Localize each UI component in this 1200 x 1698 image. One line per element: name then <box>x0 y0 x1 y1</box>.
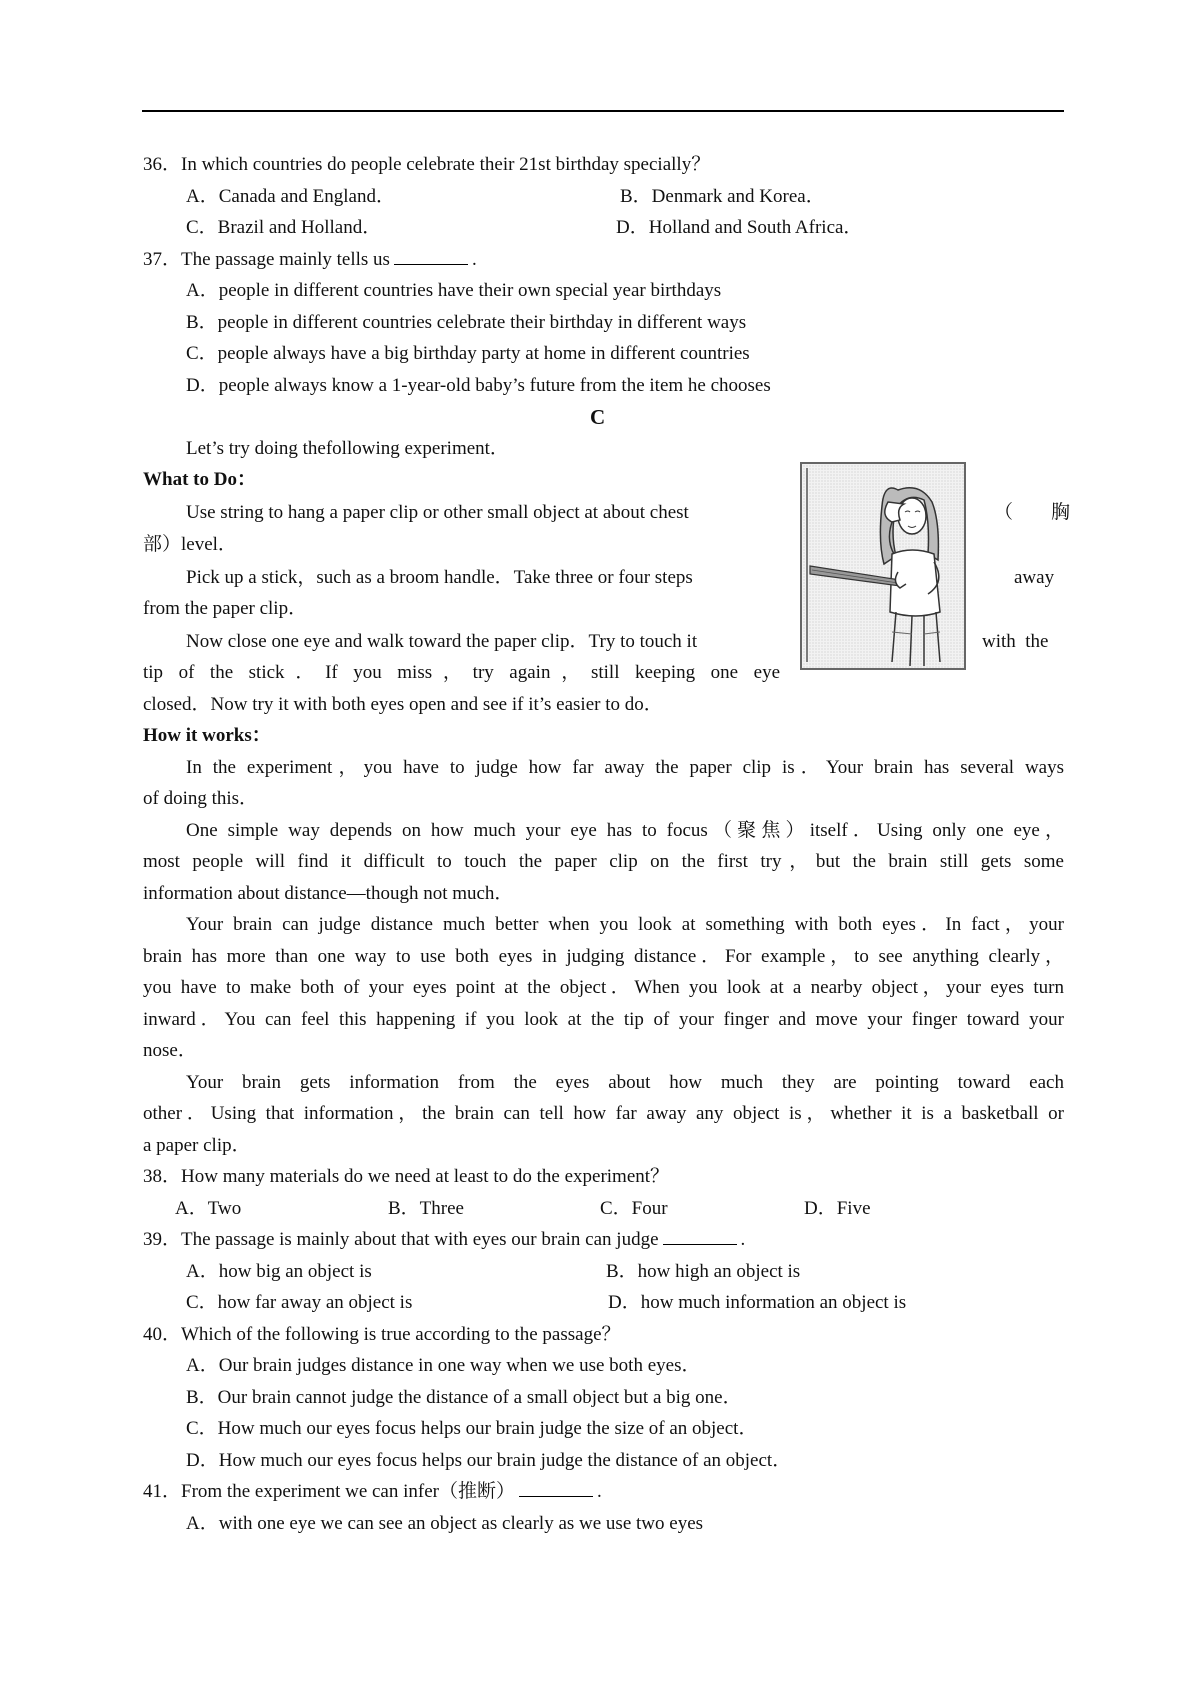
q39-stem-text: 39．The passage is mainly about that with eyes our brain can judge <box>143 1229 659 1250</box>
answer-blank <box>394 248 468 265</box>
para-5-line-3: information about distance—though not much． <box>143 883 514 904</box>
para-6-line-1: Your brain can judge distance much better when you look at something with both eyes．In fact，your <box>186 914 1064 935</box>
q37-option-d: D．people always know a 1-year-old baby’s future from the item he chooses <box>186 375 771 396</box>
para-6-line-4: inward．You can feel this happening if you look at the tip of your finger and move your finger toward your <box>143 1009 1064 1030</box>
q40-option-d: D．How much our eyes focus helps our brain judge the distance of an object． <box>186 1450 792 1471</box>
section-letter: C <box>590 405 606 429</box>
q37-stem-end: . <box>471 249 477 270</box>
para-7-line-3: a paper clip． <box>143 1135 251 1156</box>
q41-stem-end: . <box>597 1481 602 1502</box>
q38-option-a: A．Two <box>175 1198 242 1219</box>
step-1-line-1 <box>186 501 780 525</box>
answer-blank <box>663 1228 737 1245</box>
q39-stem <box>143 1228 745 1252</box>
q36-stem: 36．In which countries do people celebrate their 21st birthday specially？ <box>143 154 711 175</box>
step-3-line-3: closed．Now try it with both eyes open and see if it’s easier to do． <box>143 694 663 715</box>
q41-option-a: A．with one eye we can see an object as clearly as we use two eyes <box>186 1513 704 1534</box>
q41-stem-text: 41．From the experiment we can infer（推断） <box>143 1481 515 1502</box>
header-rule <box>142 110 1064 112</box>
q37-stem <box>143 248 477 272</box>
answer-blank <box>519 1480 593 1497</box>
para-5-line-2: most people will find it difficult to touch the paper clip on the first try，but the brain still gets some <box>143 851 1064 872</box>
step-1-gloss: （ 胸 <box>994 502 1071 523</box>
q38-stem: 38．How many materials do we need at least to do the experiment？ <box>143 1166 670 1187</box>
how-it-works-heading: How it works： <box>143 725 271 746</box>
what-to-do-heading: What to Do： <box>143 469 256 490</box>
q37-option-b: B．people in different countries celebrate their birthday in different ways <box>186 312 747 333</box>
para-6-line-3: you have to make both of your eyes point at the object．When you look at a nearby object，your eyes turn <box>143 977 1064 998</box>
para-6-line-2: brain has more than one way to use both eyes in judging distance．For example，to see anything clearly， <box>143 946 1064 967</box>
q36-option-d: D．Holland and South Africa． <box>616 217 863 238</box>
step-2-line-1: Pick up a stick，such as a broom handle．Take three or four steps <box>186 567 693 588</box>
q37-option-c: C．people always have a big birthday party at home in different countries <box>186 343 750 364</box>
q38-option-b: B．Three <box>388 1198 464 1219</box>
q38-option-d: D．Five <box>804 1198 871 1219</box>
step-3-line-2: tip of the stick．If you miss，try again，still keeping one eye <box>143 662 780 683</box>
girl-with-stick-illustration <box>800 462 966 670</box>
step-2-line-2: from the paper clip． <box>143 598 308 619</box>
q36-option-b: B．Denmark and Korea． <box>620 186 825 207</box>
q38-option-c: C．Four <box>600 1198 668 1219</box>
para-7-line-2: other．Using that information，the brain can tell how far away any object is，whether it is a basketball or <box>143 1103 1064 1124</box>
para-4-line-2: of doing this． <box>143 788 259 809</box>
step-2-line-1-end: away <box>1014 567 1055 588</box>
q39-stem-end: . <box>740 1229 746 1250</box>
q40-option-a: A．Our brain judges distance in one way when we use both eyes． <box>186 1355 701 1376</box>
q39-option-c: C．how far away an object is <box>186 1292 413 1313</box>
step-3-line-1: Now close one eye and walk toward the paper clip．Try to touch it <box>186 631 698 652</box>
step-1-text: Use string to hang a paper clip or other small object at about chest <box>186 502 689 523</box>
para-7-line-1: Your brain gets information from the eyes about how much they are pointing toward each <box>186 1072 1064 1093</box>
step-3-line-1-end: with the <box>982 631 1049 652</box>
q41-stem <box>143 1480 602 1504</box>
q37-stem-text: 37．The passage mainly tells us <box>143 249 390 270</box>
q39-option-b: B．how high an object is <box>606 1261 801 1282</box>
step-1-line-2: 部）level． <box>143 534 237 555</box>
q40-option-c: C．How much our eyes focus helps our brain judge the size of an object． <box>186 1418 758 1439</box>
q36-option-c: C．Brazil and Holland． <box>186 217 382 238</box>
q40-stem: 40．Which of the following is true according to the passage？ <box>143 1324 621 1345</box>
q36-option-a: A．Canada and England． <box>186 186 395 207</box>
q39-option-d: D．how much information an object is <box>608 1292 907 1313</box>
para-5-line-1: One simple way depends on how much your eye has to focus（聚焦）itself．Using only one eye， <box>186 820 1064 841</box>
para-6-line-5: nose． <box>143 1040 197 1061</box>
q40-option-b: B．Our brain cannot judge the distance of a small object but a big one． <box>186 1387 742 1408</box>
para-4-line-1: In the experiment，you have to judge how far away the paper clip is．Your brain has several ways <box>186 757 1064 778</box>
experiment-intro: Let’s try doing thefollowing experiment． <box>186 438 509 459</box>
q37-option-a: A．people in different countries have their own special year birthdays <box>186 280 722 301</box>
q39-option-a: A．how big an object is <box>186 1261 372 1282</box>
